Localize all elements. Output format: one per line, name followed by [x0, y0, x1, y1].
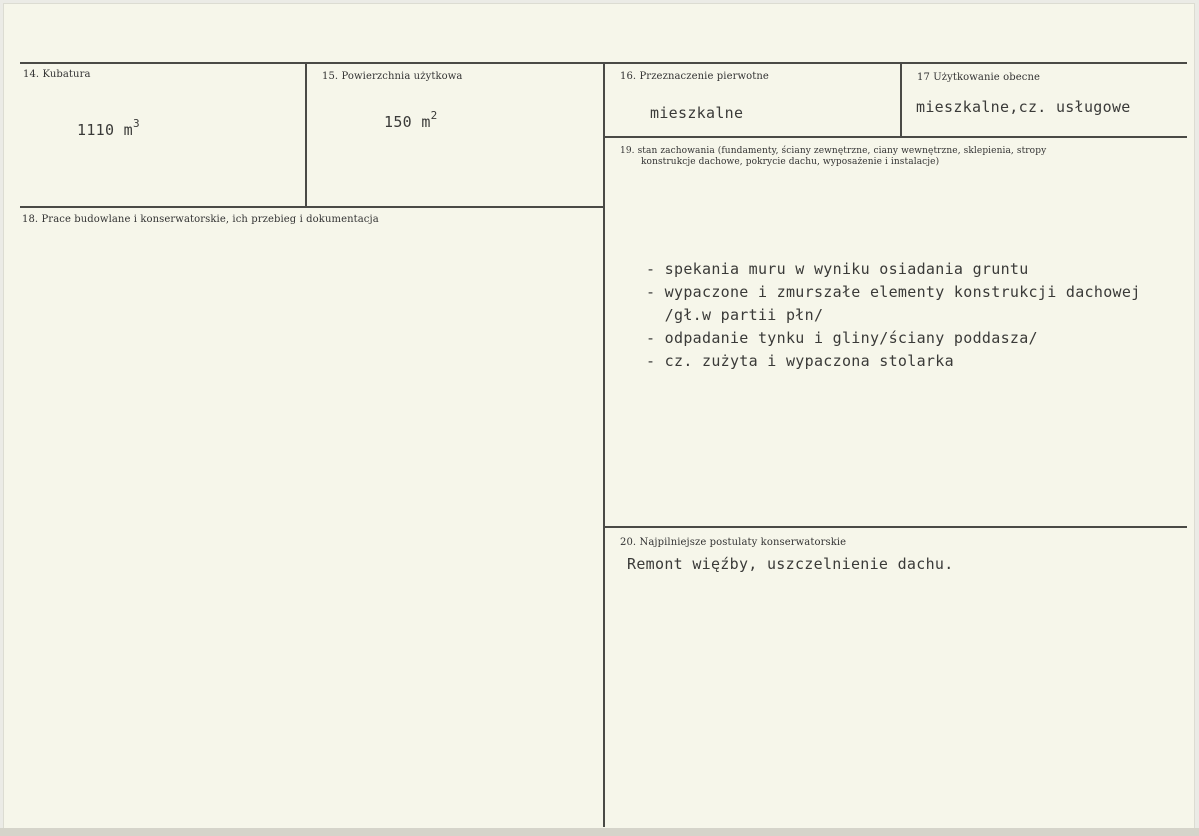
postulaty-value: Remont więźby, uszczelnienie dachu. — [627, 555, 954, 573]
uzytkowanie-value: mieszkalne,cz. usługowe — [916, 98, 1131, 116]
rule-under-14-15 — [20, 206, 604, 208]
postulaty-label: 20. Najpilniejsze postulaty konserwatorskie — [620, 537, 847, 548]
kubatura-number: 1110 m — [77, 121, 133, 139]
prace-label: 18. Prace budowlane i konserwatorskie, ich przebieg i dokumentacja — [22, 214, 379, 225]
uzytkowanie-label: 17 Użytkowanie obecne — [917, 72, 1041, 83]
powierzchnia-label: 15. Powierzchnia użytkowa — [322, 71, 463, 82]
stan-item: - spekania muru w wyniku osiadania gruntu — [646, 260, 1029, 278]
powierzchnia-number: 150 m — [384, 113, 431, 131]
powierzchnia-exponent: 2 — [430, 109, 438, 122]
stan-list — [646, 260, 1141, 375]
stan-item: - wypaczone i zmurszałe elementy konstrukcji dachowej — [646, 283, 1141, 301]
stan-label-line1: 19. stan zachowania (fundamenty, ściany zewnętrzne, ciany wewnętrzne, sklepienia, stropy — [620, 146, 1047, 156]
stan-item: - cz. zużyta i wypaczona stolarka — [646, 352, 954, 370]
divider-16-17 — [900, 63, 902, 137]
kubatura-exponent: 3 — [133, 117, 140, 130]
center-divider — [603, 63, 605, 827]
record-card — [3, 3, 1195, 830]
kubatura-label: 14. Kubatura — [23, 69, 91, 80]
stan-item: /gł.w partii płn/ — [646, 306, 824, 324]
stan-label-line2: konstrukcje dachowe, pokrycie dachu, wyposażenie i instalacje) — [641, 157, 940, 167]
powierzchnia-value — [384, 109, 438, 131]
rule-above-20 — [604, 526, 1187, 528]
divider-14-15 — [305, 63, 307, 207]
przeznaczenie-value: mieszkalne — [650, 104, 744, 122]
kubatura-value — [77, 117, 140, 139]
scan-bottom-edge — [0, 828, 1199, 836]
stan-item: - odpadanie tynku i gliny/ściany poddasza/ — [646, 329, 1038, 347]
rule-under-16-17 — [604, 136, 1187, 138]
przeznaczenie-label: 16. Przeznaczenie pierwotne — [620, 71, 769, 82]
